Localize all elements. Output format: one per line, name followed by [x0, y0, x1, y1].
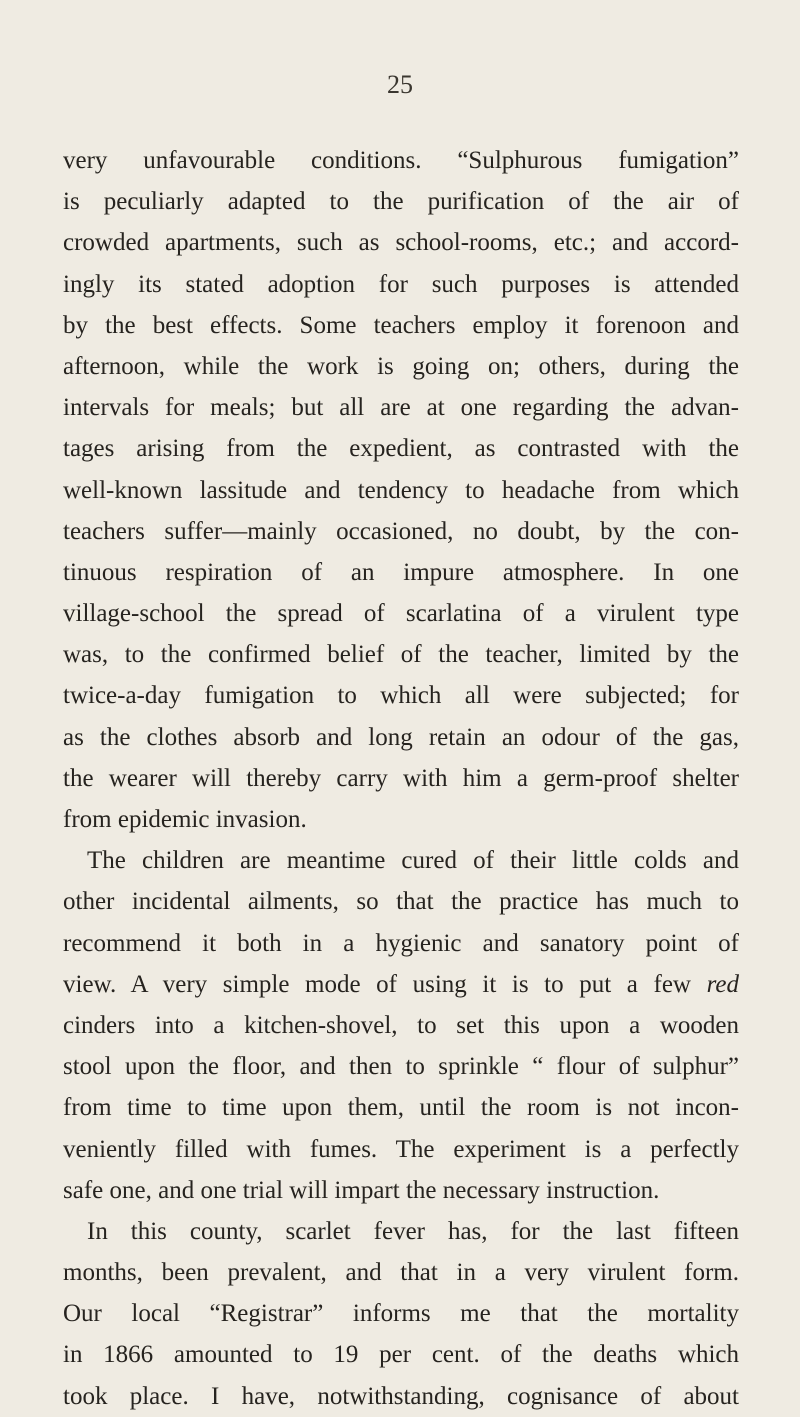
- text-line-paragraph-end: safe one, and one trial will impart the necessary instruction.: [63, 1176, 660, 1204]
- text-line-paragraph-start: In this county, scarlet fever has, for the last fifteen: [87, 1217, 739, 1245]
- text-line: tinuous respiration of an impure atmosphere. In one: [63, 558, 739, 586]
- body-text: [63, 140, 739, 1417]
- text-line: twice-a-day fumigation to which all were subjected; for: [63, 682, 739, 710]
- text-line: afternoon, while the work is going on; others, during the: [63, 352, 739, 380]
- text-span: view. A very simple mode of using it is to put a few: [63, 970, 691, 998]
- text-line: ingly its stated adoption for such purposes is attended: [63, 270, 739, 298]
- text-line: as the clothes absorb and long retain an odour of the gas,: [63, 723, 739, 751]
- text-line: teachers suffer—mainly occasioned, no doubt, by the con-: [63, 517, 739, 545]
- text-line: from time to time upon them, until the room is not incon-: [63, 1094, 739, 1122]
- text-line: in 1866 amounted to 19 per cent. of the deaths which: [63, 1341, 739, 1369]
- text-line: recommend it both in a hygienic and sanatory point of: [63, 929, 739, 957]
- italic-word: red: [706, 970, 739, 998]
- text-line-paragraph-start: The children are meantime cured of their little colds and: [87, 847, 739, 875]
- text-line: crowded apartments, such as school-rooms, etc.; and accord-: [63, 229, 739, 257]
- text-line: the wearer will thereby carry with him a germ-proof shelter: [63, 764, 739, 792]
- text-line-paragraph-end: from epidemic invasion.: [63, 806, 307, 833]
- text-line: well-known lassitude and tendency to headache from which: [63, 476, 739, 504]
- text-line: was, to the confirmed belief of the teacher, limited by the: [63, 641, 739, 669]
- text-line-with-italic: [63, 964, 739, 1005]
- page-number: 25: [387, 70, 413, 99]
- text-line: stool upon the floor, and then to sprinkle “ flour of sulphur”: [63, 1053, 739, 1081]
- text-line: other incidental ailments, so that the practice has much to: [63, 888, 739, 916]
- text-line: very unfavourable conditions. “Sulphurous fumigation”: [63, 147, 739, 174]
- text-line: is peculiarly adapted to the purification of the air of: [63, 188, 739, 216]
- text-line: cinders into a kitchen-shovel, to set this upon a wooden: [63, 1011, 739, 1039]
- text-line: by the best effects. Some teachers employ it forenoon and: [63, 311, 739, 339]
- text-line: took place. I have, notwithstanding, cognisance of about: [63, 1382, 739, 1410]
- text-line: Our local “Registrar” informs me that the mortality: [63, 1300, 739, 1328]
- text-line: village-school the spread of scarlatina of a virulent type: [63, 600, 739, 628]
- text-line: intervals for meals; but all are at one regarding the advan-: [63, 394, 739, 422]
- text-line: veniently filled with fumes. The experiment is a perfectly: [63, 1135, 739, 1163]
- text-line: tages arising from the expedient, as contrasted with the: [63, 435, 739, 463]
- text-line: months, been prevalent, and that in a very virulent form.: [63, 1259, 739, 1287]
